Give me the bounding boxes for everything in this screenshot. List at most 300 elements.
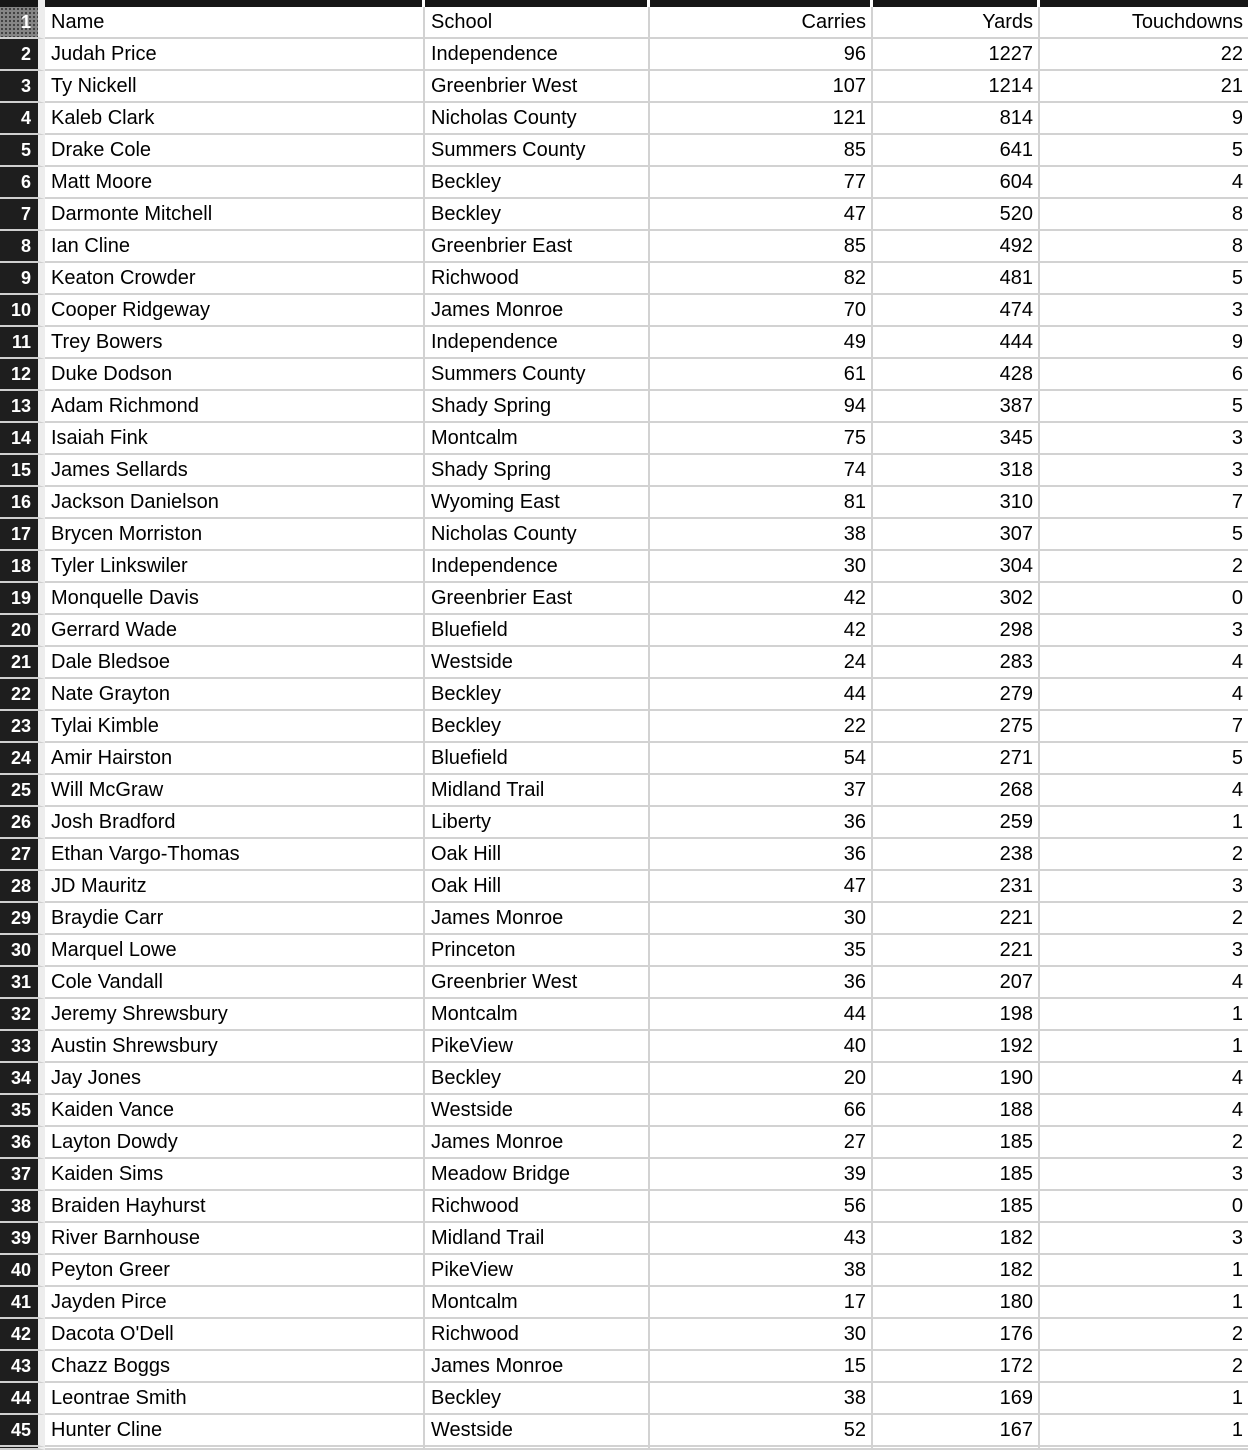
row-number[interactable]: 22 — [0, 679, 45, 711]
cell-touchdowns[interactable]: 3 — [1040, 1159, 1248, 1191]
cell-touchdowns[interactable]: 5 — [1040, 391, 1248, 423]
cell-carries[interactable]: 42 — [650, 583, 873, 615]
cell-school[interactable]: Wyoming East — [425, 487, 650, 519]
cell-school[interactable]: Liberty — [425, 807, 650, 839]
cell-name[interactable]: Kaiden Sims — [45, 1159, 425, 1191]
cell-name[interactable]: Drake Cole — [45, 135, 425, 167]
cell-yards[interactable]: 604 — [873, 167, 1040, 199]
cell-name[interactable]: Peyton Greer — [45, 1255, 425, 1287]
cell-yards[interactable]: 318 — [873, 455, 1040, 487]
cell-touchdowns[interactable]: 5 — [1040, 519, 1248, 551]
cell-yards[interactable]: 185 — [873, 1159, 1040, 1191]
cell-yards[interactable]: 271 — [873, 743, 1040, 775]
cell-touchdowns[interactable]: 1 — [1040, 1415, 1248, 1447]
table-row — [0, 935, 1248, 967]
row-number[interactable]: 31 — [0, 967, 45, 999]
row-number[interactable]: 3 — [0, 71, 45, 103]
cell-carries[interactable]: 38 — [650, 519, 873, 551]
cell-yards[interactable]: 238 — [873, 839, 1040, 871]
cell-yards[interactable]: 182 — [873, 1255, 1040, 1287]
cell-yards[interactable]: 814 — [873, 103, 1040, 135]
cell-touchdowns[interactable]: 2 — [1040, 1319, 1248, 1351]
row-number[interactable]: 36 — [0, 1127, 45, 1159]
cell-name[interactable]: Cole Vandall — [45, 967, 425, 999]
row-number[interactable]: 37 — [0, 1159, 45, 1191]
cell-yards[interactable]: 481 — [873, 263, 1040, 295]
table-header-row — [0, 7, 1248, 39]
cell-touchdowns[interactable]: 22 — [1040, 39, 1248, 71]
row-number[interactable]: 19 — [0, 583, 45, 615]
table-row — [0, 679, 1248, 711]
cell-touchdowns[interactable]: 3 — [1040, 935, 1248, 967]
cell-touchdowns[interactable]: 2 — [1040, 1127, 1248, 1159]
cell-yards[interactable]: 268 — [873, 775, 1040, 807]
cell-yards[interactable]: 387 — [873, 391, 1040, 423]
cell-school[interactable]: Beckley — [425, 1383, 650, 1415]
row-number[interactable]: 30 — [0, 935, 45, 967]
cell-yards[interactable]: 185 — [873, 1191, 1040, 1223]
cell-touchdowns[interactable]: 4 — [1040, 679, 1248, 711]
table-row — [0, 807, 1248, 839]
cell-touchdowns[interactable]: 6 — [1040, 359, 1248, 391]
cell-carries[interactable]: 44 — [650, 679, 873, 711]
cell-touchdowns[interactable]: 0 — [1040, 1191, 1248, 1223]
cell-school[interactable]: Shady Spring — [425, 455, 650, 487]
cell-yards[interactable]: 474 — [873, 295, 1040, 327]
cell-carries[interactable]: 47 — [650, 871, 873, 903]
cell-name[interactable]: Monquelle Davis — [45, 583, 425, 615]
cell-school[interactable]: Beckley — [425, 711, 650, 743]
cell-name[interactable]: Josh Bradford — [45, 807, 425, 839]
row-number[interactable]: 5 — [0, 135, 45, 167]
cell-name[interactable]: Trey Bowers — [45, 327, 425, 359]
cell-school[interactable]: Beckley — [425, 167, 650, 199]
cell-carries[interactable]: 85 — [650, 135, 873, 167]
cell-school[interactable]: Greenbrier East — [425, 231, 650, 263]
table-row — [0, 1095, 1248, 1127]
row-number[interactable]: 20 — [0, 615, 45, 647]
cell-yards[interactable]: 307 — [873, 519, 1040, 551]
cell-carries[interactable]: 40 — [650, 1031, 873, 1063]
cell-carries[interactable]: 35 — [650, 935, 873, 967]
cell-touchdowns[interactable]: 4 — [1040, 967, 1248, 999]
table-row — [0, 423, 1248, 455]
cell-school[interactable]: James Monroe — [425, 903, 650, 935]
cell-school[interactable]: Princeton — [425, 935, 650, 967]
cell-name[interactable]: Darmonte Mitchell — [45, 199, 425, 231]
cell-carries[interactable]: 44 — [650, 999, 873, 1031]
cell-yards[interactable]: 167 — [873, 1415, 1040, 1447]
cell-carries[interactable]: 75 — [650, 423, 873, 455]
table-row — [0, 167, 1248, 199]
cell-name[interactable]: Leontrae Smith — [45, 1383, 425, 1415]
row-number[interactable]: 44 — [0, 1383, 45, 1415]
cell-carries[interactable]: 38 — [650, 1383, 873, 1415]
row-number[interactable]: 12 — [0, 359, 45, 391]
header-strip-segment — [1040, 0, 1248, 7]
cell-carries[interactable]: 30 — [650, 903, 873, 935]
cell-school[interactable]: Greenbrier East — [425, 583, 650, 615]
cell-touchdowns[interactable]: 2 — [1040, 1351, 1248, 1383]
cell-school[interactable]: Summers County — [425, 359, 650, 391]
cell-touchdowns[interactable]: 9 — [1040, 327, 1248, 359]
cell-school[interactable]: Midland Trail — [425, 775, 650, 807]
cell-school[interactable]: Beckley — [425, 199, 650, 231]
cell-name[interactable]: Layton Dowdy — [45, 1127, 425, 1159]
table-row — [0, 135, 1248, 167]
cell-yards[interactable]: 1227 — [873, 39, 1040, 71]
column-header-carries[interactable]: Carries — [650, 7, 873, 39]
cell-carries[interactable]: 121 — [650, 103, 873, 135]
cell-school[interactable]: Independence — [425, 39, 650, 71]
cell-touchdowns[interactable]: 1 — [1040, 1031, 1248, 1063]
cell-school[interactable]: Shady Spring — [425, 391, 650, 423]
cell-yards[interactable]: 641 — [873, 135, 1040, 167]
cell-school[interactable]: Bluefield — [425, 615, 650, 647]
table-row — [0, 647, 1248, 679]
row-number[interactable]: 42 — [0, 1319, 45, 1351]
row-number[interactable]: 41 — [0, 1287, 45, 1319]
cell-yards[interactable]: 185 — [873, 1127, 1040, 1159]
cell-touchdowns[interactable]: 9 — [1040, 103, 1248, 135]
column-header-yards[interactable]: Yards — [873, 7, 1040, 39]
cell-school[interactable]: Midland Trail — [425, 1223, 650, 1255]
column-header-school[interactable]: School — [425, 7, 650, 39]
cell-name[interactable]: Keaton Crowder — [45, 263, 425, 295]
cell-name[interactable]: Braydie Carr — [45, 903, 425, 935]
cell-name[interactable]: Tyler Linkswiler — [45, 551, 425, 583]
row-number[interactable]: 1 — [0, 7, 45, 39]
cell-carries[interactable]: 77 — [650, 167, 873, 199]
cell-yards[interactable]: 520 — [873, 199, 1040, 231]
cell-yards[interactable]: 275 — [873, 711, 1040, 743]
row-number[interactable]: 45 — [0, 1415, 45, 1447]
cell-touchdowns[interactable]: 4 — [1040, 775, 1248, 807]
cell-name[interactable]: Austin Shrewsbury — [45, 1031, 425, 1063]
row-number[interactable]: 11 — [0, 327, 45, 359]
row-number[interactable]: 16 — [0, 487, 45, 519]
cell-school[interactable]: Greenbrier West — [425, 71, 650, 103]
table-row — [0, 295, 1248, 327]
row-number[interactable]: 13 — [0, 391, 45, 423]
cell-touchdowns[interactable]: 4 — [1040, 1063, 1248, 1095]
cell-yards[interactable]: 279 — [873, 679, 1040, 711]
cell-touchdowns[interactable]: 8 — [1040, 199, 1248, 231]
row-number[interactable]: 27 — [0, 839, 45, 871]
cell-name[interactable]: Jackson Danielson — [45, 487, 425, 519]
cell-carries[interactable]: 47 — [650, 199, 873, 231]
cell-name[interactable]: Braiden Hayhurst — [45, 1191, 425, 1223]
header-strip-corner — [0, 0, 45, 7]
cell-touchdowns[interactable]: 0 — [1040, 583, 1248, 615]
cell-touchdowns[interactable]: 7 — [1040, 711, 1248, 743]
cell-school[interactable]: Richwood — [425, 1191, 650, 1223]
table-row — [0, 263, 1248, 295]
cell-school[interactable]: Oak Hill — [425, 839, 650, 871]
header-strip-segment — [873, 0, 1040, 7]
cell-school[interactable]: Independence — [425, 551, 650, 583]
cell-carries[interactable]: 96 — [650, 39, 873, 71]
cell-touchdowns[interactable]: 7 — [1040, 487, 1248, 519]
table-row — [0, 583, 1248, 615]
cell-name[interactable]: Dale Bledsoe — [45, 647, 425, 679]
cell-carries[interactable]: 85 — [650, 231, 873, 263]
row-number[interactable]: 39 — [0, 1223, 45, 1255]
cell-school[interactable]: Summers County — [425, 135, 650, 167]
table-row — [0, 1063, 1248, 1095]
cell-touchdowns[interactable]: 4 — [1040, 1095, 1248, 1127]
table-row — [0, 231, 1248, 263]
cell-touchdowns[interactable]: 3 — [1040, 455, 1248, 487]
cell-touchdowns[interactable]: 2 — [1040, 903, 1248, 935]
cell-touchdowns[interactable]: 5 — [1040, 135, 1248, 167]
cell-yards[interactable]: 198 — [873, 999, 1040, 1031]
cell-carries[interactable]: 30 — [650, 1319, 873, 1351]
cell-touchdowns[interactable]: 4 — [1040, 167, 1248, 199]
cell-yards[interactable]: 428 — [873, 359, 1040, 391]
cell-school[interactable]: Westside — [425, 1415, 650, 1447]
cell-carries[interactable]: 24 — [650, 647, 873, 679]
cell-school[interactable]: James Monroe — [425, 295, 650, 327]
cell-school[interactable]: Nicholas County — [425, 519, 650, 551]
cell-touchdowns[interactable]: 8 — [1040, 231, 1248, 263]
cell-yards[interactable]: 304 — [873, 551, 1040, 583]
cell-carries[interactable]: 54 — [650, 743, 873, 775]
cell-carries[interactable]: 36 — [650, 839, 873, 871]
cell-school[interactable]: Montcalm — [425, 423, 650, 455]
cell-yards[interactable]: 221 — [873, 935, 1040, 967]
cell-name[interactable]: Dacota O'Dell — [45, 1319, 425, 1351]
cell-carries[interactable]: 94 — [650, 391, 873, 423]
cell-school[interactable]: Montcalm — [425, 1287, 650, 1319]
cell-carries[interactable]: 70 — [650, 295, 873, 327]
row-number[interactable]: 23 — [0, 711, 45, 743]
cell-carries[interactable]: 56 — [650, 1191, 873, 1223]
row-number[interactable]: 32 — [0, 999, 45, 1031]
cell-school[interactable]: PikeView — [425, 1031, 650, 1063]
cell-yards[interactable]: 172 — [873, 1351, 1040, 1383]
cell-name[interactable]: James Sellards — [45, 455, 425, 487]
cell-touchdowns[interactable]: 2 — [1040, 839, 1248, 871]
cell-name[interactable]: Chazz Boggs — [45, 1351, 425, 1383]
cell-school[interactable]: Richwood — [425, 1319, 650, 1351]
cell-school[interactable]: Independence — [425, 327, 650, 359]
row-number[interactable]: 43 — [0, 1351, 45, 1383]
cell-touchdowns[interactable]: 1 — [1040, 1383, 1248, 1415]
table-row — [0, 1319, 1248, 1351]
cell-carries[interactable]: 39 — [650, 1159, 873, 1191]
cell-yards[interactable]: 310 — [873, 487, 1040, 519]
cell-school[interactable]: Westside — [425, 1095, 650, 1127]
cell-yards[interactable]: 221 — [873, 903, 1040, 935]
row-number[interactable]: 18 — [0, 551, 45, 583]
cell-carries[interactable]: 36 — [650, 967, 873, 999]
row-number[interactable]: 7 — [0, 199, 45, 231]
row-number[interactable]: 26 — [0, 807, 45, 839]
cell-name[interactable]: Ian Cline — [45, 231, 425, 263]
table-row — [0, 1351, 1248, 1383]
column-header-name[interactable]: Name — [45, 7, 425, 39]
cell-name[interactable]: Jay Jones — [45, 1063, 425, 1095]
table-row — [0, 487, 1248, 519]
cell-school[interactable]: Oak Hill — [425, 871, 650, 903]
cell-carries[interactable]: 42 — [650, 615, 873, 647]
cell-school[interactable]: Beckley — [425, 679, 650, 711]
cell-yards[interactable]: 283 — [873, 647, 1040, 679]
cell-name[interactable]: Kaiden Vance — [45, 1095, 425, 1127]
row-number[interactable]: 6 — [0, 167, 45, 199]
cell-school[interactable]: James Monroe — [425, 1351, 650, 1383]
cell-name[interactable]: Duke Dodson — [45, 359, 425, 391]
cell-school[interactable]: Montcalm — [425, 999, 650, 1031]
cell-yards[interactable]: 182 — [873, 1223, 1040, 1255]
cell-name[interactable]: Hunter Cline — [45, 1415, 425, 1447]
cell-touchdowns[interactable]: 3 — [1040, 615, 1248, 647]
table-row — [0, 711, 1248, 743]
cell-touchdowns[interactable]: 3 — [1040, 295, 1248, 327]
cell-touchdowns[interactable]: 5 — [1040, 743, 1248, 775]
header-strip-segment — [45, 0, 425, 7]
row-number[interactable]: 9 — [0, 263, 45, 295]
cell-name[interactable]: Judah Price — [45, 39, 425, 71]
cell-yards[interactable]: 192 — [873, 1031, 1040, 1063]
cell-touchdowns[interactable]: 3 — [1040, 1223, 1248, 1255]
row-number[interactable]: 33 — [0, 1031, 45, 1063]
cell-carries[interactable]: 36 — [650, 807, 873, 839]
cell-yards[interactable]: 180 — [873, 1287, 1040, 1319]
cell-carries[interactable]: 74 — [650, 455, 873, 487]
row-number[interactable]: 17 — [0, 519, 45, 551]
cell-carries[interactable]: 61 — [650, 359, 873, 391]
cell-carries[interactable]: 81 — [650, 487, 873, 519]
cell-name[interactable]: Ethan Vargo-Thomas — [45, 839, 425, 871]
row-number[interactable]: 29 — [0, 903, 45, 935]
cell-school[interactable]: PikeView — [425, 1255, 650, 1287]
cell-school[interactable]: Nicholas County — [425, 103, 650, 135]
cell-name[interactable]: Gerrard Wade — [45, 615, 425, 647]
row-number[interactable]: 2 — [0, 39, 45, 71]
row-number[interactable]: 4 — [0, 103, 45, 135]
table-row — [0, 551, 1248, 583]
cell-carries[interactable]: 49 — [650, 327, 873, 359]
cell-yards[interactable]: 176 — [873, 1319, 1040, 1351]
row-number[interactable]: 35 — [0, 1095, 45, 1127]
cell-yards[interactable]: 492 — [873, 231, 1040, 263]
cell-name[interactable]: Nate Grayton — [45, 679, 425, 711]
cell-name[interactable]: Ty Nickell — [45, 71, 425, 103]
cell-name[interactable]: Tylai Kimble — [45, 711, 425, 743]
cell-yards[interactable]: 259 — [873, 807, 1040, 839]
cell-name[interactable]: Jayden Pirce — [45, 1287, 425, 1319]
cell-name[interactable]: Amir Hairston — [45, 743, 425, 775]
cell-name[interactable]: Marquel Lowe — [45, 935, 425, 967]
row-number[interactable]: 28 — [0, 871, 45, 903]
row-number[interactable]: 38 — [0, 1191, 45, 1223]
table-row — [0, 999, 1248, 1031]
cell-yards[interactable]: 444 — [873, 327, 1040, 359]
cell-carries[interactable]: 107 — [650, 71, 873, 103]
row-number[interactable]: 15 — [0, 455, 45, 487]
cell-school[interactable]: Beckley — [425, 1063, 650, 1095]
cell-carries[interactable]: 22 — [650, 711, 873, 743]
table-row — [0, 1191, 1248, 1223]
header-strip-segment — [650, 0, 873, 7]
cell-name[interactable]: JD Mauritz — [45, 871, 425, 903]
cell-touchdowns[interactable]: 5 — [1040, 263, 1248, 295]
cell-carries[interactable]: 15 — [650, 1351, 873, 1383]
row-number[interactable]: 40 — [0, 1255, 45, 1287]
cell-yards[interactable]: 1214 — [873, 71, 1040, 103]
cell-carries[interactable]: 43 — [650, 1223, 873, 1255]
cell-touchdowns[interactable]: 2 — [1040, 551, 1248, 583]
cell-school[interactable]: Bluefield — [425, 743, 650, 775]
table-row — [0, 71, 1248, 103]
cell-yards[interactable]: 207 — [873, 967, 1040, 999]
cell-yards[interactable]: 345 — [873, 423, 1040, 455]
cell-carries[interactable]: 17 — [650, 1287, 873, 1319]
cell-carries[interactable]: 27 — [650, 1127, 873, 1159]
cell-name[interactable]: River Barnhouse — [45, 1223, 425, 1255]
cell-touchdowns[interactable]: 1 — [1040, 999, 1248, 1031]
row-number[interactable]: 14 — [0, 423, 45, 455]
row-number[interactable]: 10 — [0, 295, 45, 327]
cell-touchdowns[interactable]: 21 — [1040, 71, 1248, 103]
cell-yards[interactable]: 188 — [873, 1095, 1040, 1127]
cell-yards[interactable]: 169 — [873, 1383, 1040, 1415]
cell-touchdowns[interactable]: 1 — [1040, 1287, 1248, 1319]
table-row — [0, 743, 1248, 775]
cell-name[interactable]: Kaleb Clark — [45, 103, 425, 135]
cell-name[interactable]: Matt Moore — [45, 167, 425, 199]
cell-carries[interactable]: 38 — [650, 1255, 873, 1287]
cell-school[interactable]: Meadow Bridge — [425, 1159, 650, 1191]
cell-name[interactable]: Isaiah Fink — [45, 423, 425, 455]
cell-touchdowns[interactable]: 4 — [1040, 647, 1248, 679]
cell-touchdowns[interactable]: 3 — [1040, 871, 1248, 903]
cell-carries[interactable]: 37 — [650, 775, 873, 807]
cell-school[interactable]: Westside — [425, 647, 650, 679]
cell-carries[interactable]: 20 — [650, 1063, 873, 1095]
cell-carries[interactable]: 66 — [650, 1095, 873, 1127]
cell-name[interactable]: Cooper Ridgeway — [45, 295, 425, 327]
cell-school[interactable]: Richwood — [425, 263, 650, 295]
cell-name[interactable]: Will McGraw — [45, 775, 425, 807]
cell-yards[interactable]: 298 — [873, 615, 1040, 647]
cell-carries[interactable]: 82 — [650, 263, 873, 295]
cell-touchdowns[interactable]: 1 — [1040, 1255, 1248, 1287]
cell-touchdowns[interactable]: 1 — [1040, 807, 1248, 839]
table-row — [0, 519, 1248, 551]
cell-name[interactable]: Adam Richmond — [45, 391, 425, 423]
row-number[interactable]: 8 — [0, 231, 45, 263]
cell-name[interactable]: Jeremy Shrewsbury — [45, 999, 425, 1031]
row-number[interactable]: 34 — [0, 1063, 45, 1095]
cell-carries[interactable]: 30 — [650, 551, 873, 583]
row-number[interactable]: 25 — [0, 775, 45, 807]
row-number[interactable]: 24 — [0, 743, 45, 775]
cell-school[interactable]: Greenbrier West — [425, 967, 650, 999]
cell-carries[interactable]: 52 — [650, 1415, 873, 1447]
cell-touchdowns[interactable]: 3 — [1040, 423, 1248, 455]
column-header-touchdowns[interactable]: Touchdowns — [1040, 7, 1248, 39]
cell-yards[interactable]: 190 — [873, 1063, 1040, 1095]
cell-yards[interactable]: 231 — [873, 871, 1040, 903]
cell-name[interactable]: Brycen Morriston — [45, 519, 425, 551]
table-row — [0, 903, 1248, 935]
row-number[interactable]: 21 — [0, 647, 45, 679]
cell-school[interactable]: James Monroe — [425, 1127, 650, 1159]
cell-yards[interactable]: 302 — [873, 583, 1040, 615]
